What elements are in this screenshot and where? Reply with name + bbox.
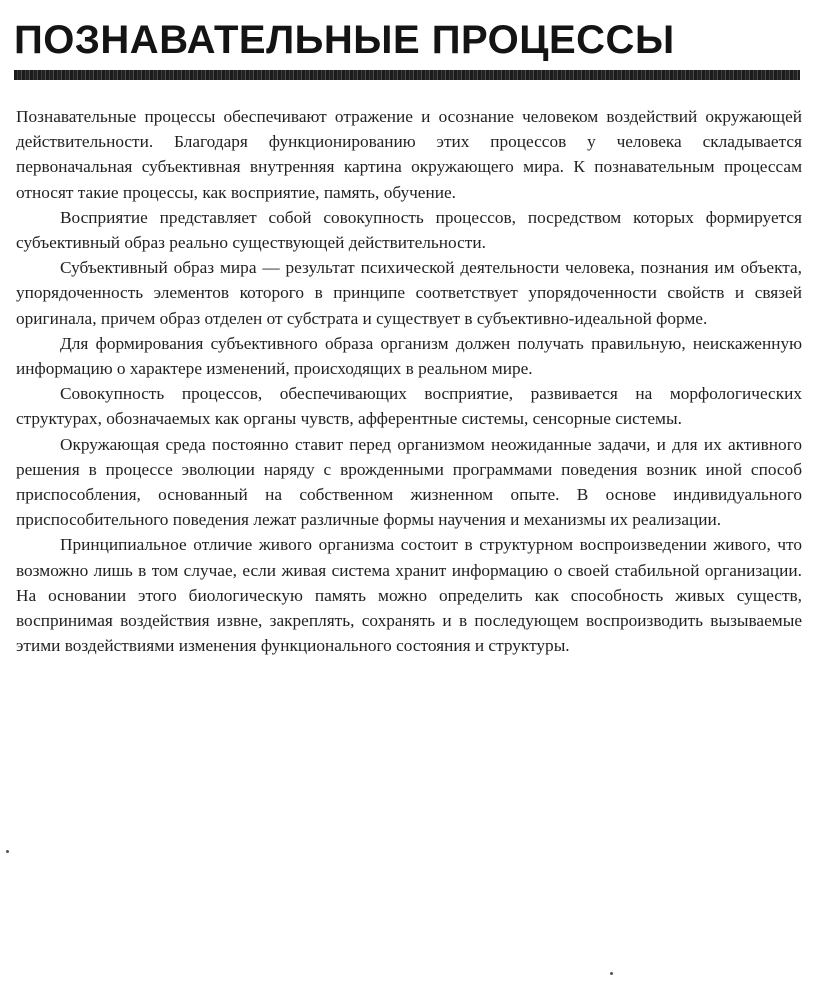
paragraph-cognitive-processes: Познавательные процессы обеспечивают отражение и осознание человеком воздействий окружающей действительности. Благодаря функционированию этих процессов у человека складывается первоначальная субъективная внутренняя картина окружающего мира. К познавательным процессам относят такие процессы, как восприятие, память, обучение. [16,107,802,202]
paragraph-learning: Окружающая среда постоянно ставит перед организмом неожиданные задачи, и для их активного решения в процессе эволюции наряду с врожденными программами поведения возник иной способ приспособления, основанный на собственном жизненном опыте. В основе индивидуального приспособительного поведения лежат различные формы научения и механизмы их реализации. [16,434,802,530]
scan-speck [6,850,9,853]
paragraph-perception: Восприятие представляет собой совокупность процессов, посредством которых формируется субъективный образ реально существующей действительности. [16,207,802,253]
title-underline-rule [14,70,800,80]
page-title: ПОЗНАВАТЕЛЬНЫЕ ПРОЦЕССЫ [14,18,675,62]
paragraph-sensory-systems: Совокупность процессов, обеспечивающих восприятие, развивается на морфологических структурах, обозначаемых как органы чувств, афферентные системы, сенсорные системы. [16,384,802,429]
paragraph-subjective-image: Субъективный образ мира — результат психической деятельности человека, познания им объекта, упорядоченность элементов которого в принципе соответствует упорядоченности свойств и связей оригинала, причем образ отделен от субстрата и существует в субъективно-идеальной форме. [16,258,802,328]
body-text [16,104,802,658]
paragraph-image-formation: Для формирования субъективного образа организм должен получать правильную, неискаженную информацию о характере изменений, происходящих в реальном мире. [16,333,802,379]
scan-speck [610,972,613,975]
paragraph-biological-memory: Принципиальное отличие живого организма состоит в структурном воспроизведении живого, что возможно лишь в том случае, если живая система хранит информацию о своей стабильной организации. На основании этого биологическую память можно определить как способность живых существ, воспринимая воздействия извне, закреплять, сохранять и в последующем воспроизводить вызываемые этими воздействиями изменения функционального состояния и структуры. [16,535,802,656]
